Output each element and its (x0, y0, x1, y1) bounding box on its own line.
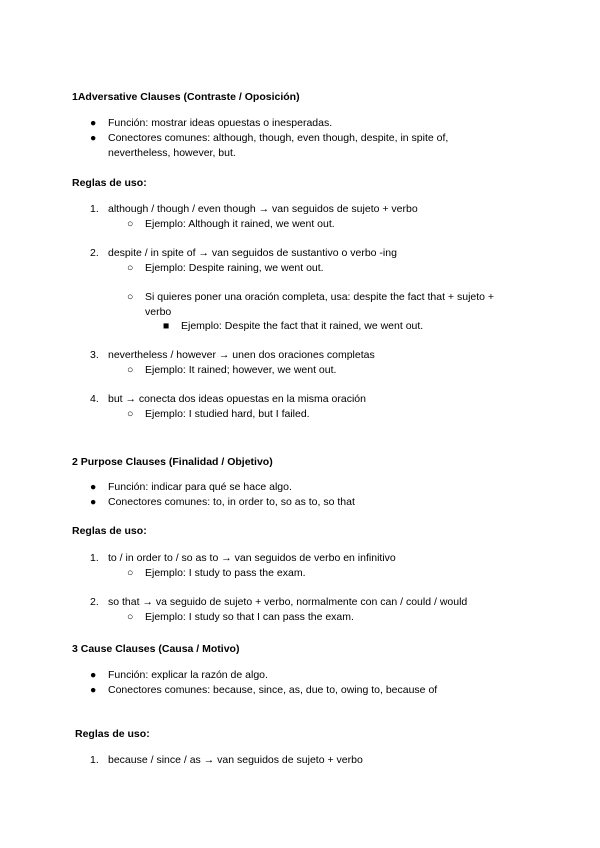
example-text: Ejemplo: Despite raining, we went out. (145, 262, 324, 274)
number-marker: 1. (90, 552, 99, 564)
example-text: Ejemplo: I studied hard, but I failed. (145, 408, 310, 420)
bullet-item (90, 132, 448, 145)
example-item (127, 218, 335, 231)
rule-text: but → conecta dos ideas opuestas en la misma oración (108, 393, 366, 405)
number-marker: 1. (90, 203, 99, 215)
rule-text: nevertheless / however → unen dos oraciones completas (108, 349, 375, 361)
sub-note-continuation: verbo (145, 306, 172, 318)
rule-text: so that → va seguido de sujeto + verbo, normalmente con can / could / would (108, 596, 468, 608)
rule-text: despite / in spite of → van seguidos de sustantivo o verbo -ing (108, 247, 397, 259)
rule-text: because / since / as → van seguidos de sujeto + verbo (108, 754, 363, 766)
rule-item (90, 754, 363, 767)
sub-note (127, 291, 494, 304)
bullet-item (90, 496, 355, 509)
example-item (127, 364, 336, 377)
bullet-text: Conectores comunes: to, in order to, so as to, so that (108, 496, 355, 508)
example-item (127, 611, 354, 624)
bullet-marker: ● (90, 669, 97, 681)
bullet-item (90, 117, 332, 130)
number-marker: 2. (90, 596, 99, 608)
bullet-marker: ● (90, 132, 97, 144)
rule-item (90, 552, 396, 565)
bullet-continuation: nevertheless, however, but. (108, 147, 236, 159)
bullet-text: Función: explicar la razón de algo. (108, 669, 268, 681)
number-marker: 4. (90, 393, 99, 405)
section-1-title: 1Adversative Clauses (Contraste / Oposición) (72, 91, 300, 103)
sub-note-text: Si quieres poner una oración completa, usa: despite the fact that + sujeto + (145, 291, 495, 303)
number-marker: 1. (90, 754, 99, 766)
circle-marker: ○ (127, 611, 134, 623)
rule-item (90, 203, 418, 216)
number-marker: 2. (90, 247, 99, 259)
circle-marker: ○ (127, 364, 134, 376)
rule-item (90, 247, 397, 260)
circle-marker: ○ (127, 218, 134, 230)
example-item (127, 262, 324, 275)
bullet-item (90, 669, 268, 682)
example-text: Ejemplo: Although it rained, we went out. (145, 218, 335, 230)
bullet-marker: ● (90, 496, 97, 508)
bullet-text: Conectores comunes: although, though, even though, despite, in spite of, (108, 132, 449, 144)
example-item (127, 408, 310, 421)
bullet-text: Función: mostrar ideas opuestas o inesperadas. (108, 117, 333, 129)
example-text: Ejemplo: It rained; however, we went out. (145, 364, 337, 376)
rules-heading: Reglas de uso: (72, 177, 147, 189)
rule-text: to / in order to / so as to → van seguidos de verbo en infinitivo (108, 552, 396, 564)
rule-item (90, 349, 375, 362)
rule-text: although / though / even though → van seguidos de sujeto + verbo (108, 203, 418, 215)
rule-item (90, 596, 467, 609)
circle-marker: ○ (127, 567, 134, 579)
circle-marker: ○ (127, 262, 134, 274)
rule-item (90, 393, 366, 406)
circle-marker: ○ (127, 291, 134, 303)
example-item (163, 320, 423, 333)
example-text: Ejemplo: Despite the fact that it rained, we went out. (181, 320, 424, 332)
bullet-item (90, 481, 292, 494)
circle-marker: ○ (127, 408, 134, 420)
rules-heading: Reglas de uso: (72, 525, 147, 537)
example-text: Ejemplo: I study so that I can pass the exam. (145, 611, 354, 623)
example-text: Ejemplo: I study to pass the exam. (145, 567, 306, 579)
bullet-text: Función: indicar para qué se hace algo. (108, 481, 292, 493)
bullet-item (90, 684, 437, 697)
number-marker: 3. (90, 349, 99, 361)
bullet-text: Conectores comunes: because, since, as, due to, owing to, because of (108, 684, 438, 696)
rules-heading: Reglas de uso: (75, 728, 150, 740)
example-item (127, 567, 306, 580)
square-marker: ■ (163, 320, 170, 332)
bullet-marker: ● (90, 117, 97, 129)
bullet-marker: ● (90, 481, 97, 493)
section-3-title: 3 Cause Clauses (Causa / Motivo) (72, 643, 240, 655)
bullet-marker: ● (90, 684, 97, 696)
section-2-title: 2 Purpose Clauses (Finalidad / Objetivo) (72, 456, 273, 468)
